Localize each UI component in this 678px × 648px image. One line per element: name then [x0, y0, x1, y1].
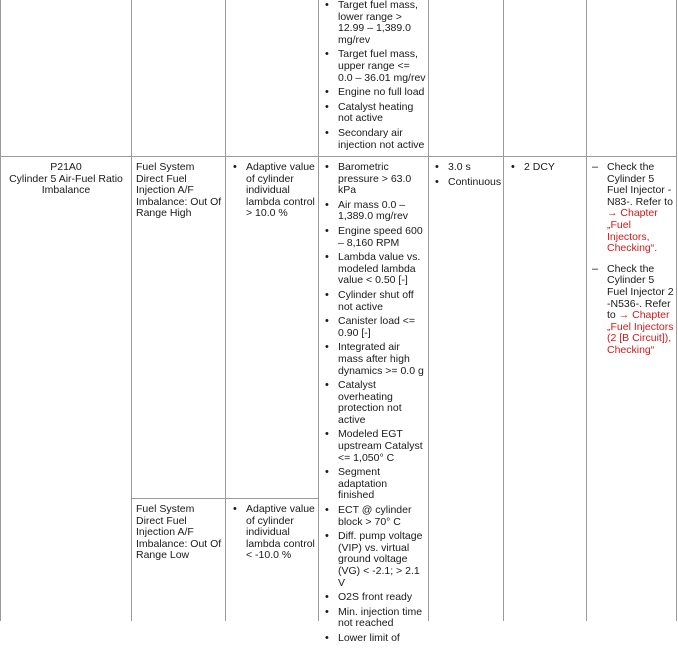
conditions-cell: [323, 162, 426, 648]
threshold-high-cell: [231, 162, 317, 223]
action-text: Check the Cylinder 5 Fuel Injector 2 -N536-. Refer to: [607, 262, 674, 322]
chapter-link[interactable]: → Chapter „Fuel Injectors, Checking“.: [607, 207, 658, 255]
mil-value: • 2 DCY: [509, 162, 583, 174]
list-item: • Integrated air mass after high dynamics >= 0.0 g: [323, 342, 426, 377]
top-conditions-list: [323, 0, 426, 151]
col-line-2: [225, 0, 226, 621]
col-line-1: [131, 0, 132, 621]
error-type-low: Fuel System Direct Fuel Injection A/F Imbalance: Out Of Range Low: [136, 503, 222, 562]
list-item: • Segment adaptation finished: [323, 467, 426, 502]
list-item: • Catalyst heating not active: [323, 102, 426, 125]
time-value: • 3.0 s: [433, 162, 503, 174]
list-item: • ECT @ cylinder block > 70° C: [323, 505, 426, 528]
list-item: • Diff. pump voltage (VIP) vs. virtual ground voltage (VG) < -2.1; > 2.1 V: [323, 531, 426, 589]
dtc-code: P21A0: [50, 161, 82, 173]
col-line-4: [428, 0, 429, 621]
list-item: • Canister load <= 0.90 [-]: [323, 316, 426, 339]
actions-cell: [592, 162, 676, 366]
list-item: • Secondary air injection not active: [323, 128, 426, 151]
list-item: • Cylinder shut off not active: [323, 290, 426, 313]
time-mode: • Continuous: [433, 177, 503, 189]
list-item: • Target fuel mass, upper range <= 0.0 – 36.01 mg/rev: [323, 49, 426, 84]
list-item: • O2S front ready: [323, 592, 426, 604]
row-separator: [0, 156, 677, 157]
list-item: • Engine no full load: [323, 87, 426, 99]
list-item: • Barometric pressure > 63.0 kPa: [323, 162, 426, 197]
threshold-high: • Adaptive value of cylinder individual lambda control > 10.0 %: [231, 162, 317, 220]
list-item: • Engine speed 600 – 8,160 RPM: [323, 226, 426, 249]
dtc-description: Cylinder 5 Air-Fuel Ratio Imbalance: [9, 172, 123, 197]
col-line-5: [503, 0, 504, 621]
list-item: • Modeled EGT upstream Catalyst <= 1,050° C: [323, 429, 426, 464]
conditions-list: [323, 162, 426, 645]
list-item: • Min. injection time not reached: [323, 607, 426, 630]
mil-cell: [509, 162, 583, 177]
error-type-high: Fuel System Direct Fuel Injection A/F Imbalance: Out Of Range High: [136, 161, 222, 220]
list-item: • Air mass 0.0 – 1,389.0 mg/rev: [323, 200, 426, 223]
error-low-cell: [136, 504, 224, 562]
dtc-cell: [4, 162, 128, 197]
col-line-6: [586, 0, 587, 621]
subrow-separator: [131, 498, 319, 499]
action-item: [592, 162, 676, 255]
list-item: • Lower limit of: [323, 633, 426, 645]
list-item: • Catalyst overheating protection not active: [323, 380, 426, 426]
action-text: Check the Cylinder 5 Fuel Injector -N83-. Refer to: [607, 161, 673, 208]
time-cell: [433, 162, 503, 191]
col-line-7: [676, 0, 677, 621]
list-item: • Target fuel mass, lower range > 12.99 – 1,389.0 mg/rev: [323, 0, 426, 46]
action-item: [592, 264, 676, 357]
col-line-0: [0, 0, 1, 621]
error-high-cell: [136, 162, 224, 220]
threshold-low: • Adaptive value of cylinder individual lambda control < -10.0 %: [231, 504, 317, 562]
actions-list: [592, 162, 676, 357]
chapter-link[interactable]: → Chapter „Fuel Injectors (2 [B Circuit]), Checking“: [607, 309, 674, 356]
threshold-low-cell: [231, 504, 317, 565]
list-item: • Lambda value vs. modeled lambda value < 0.50 [-]: [323, 252, 426, 287]
top-conditions-cell: [323, 0, 426, 154]
col-line-3: [318, 0, 319, 621]
